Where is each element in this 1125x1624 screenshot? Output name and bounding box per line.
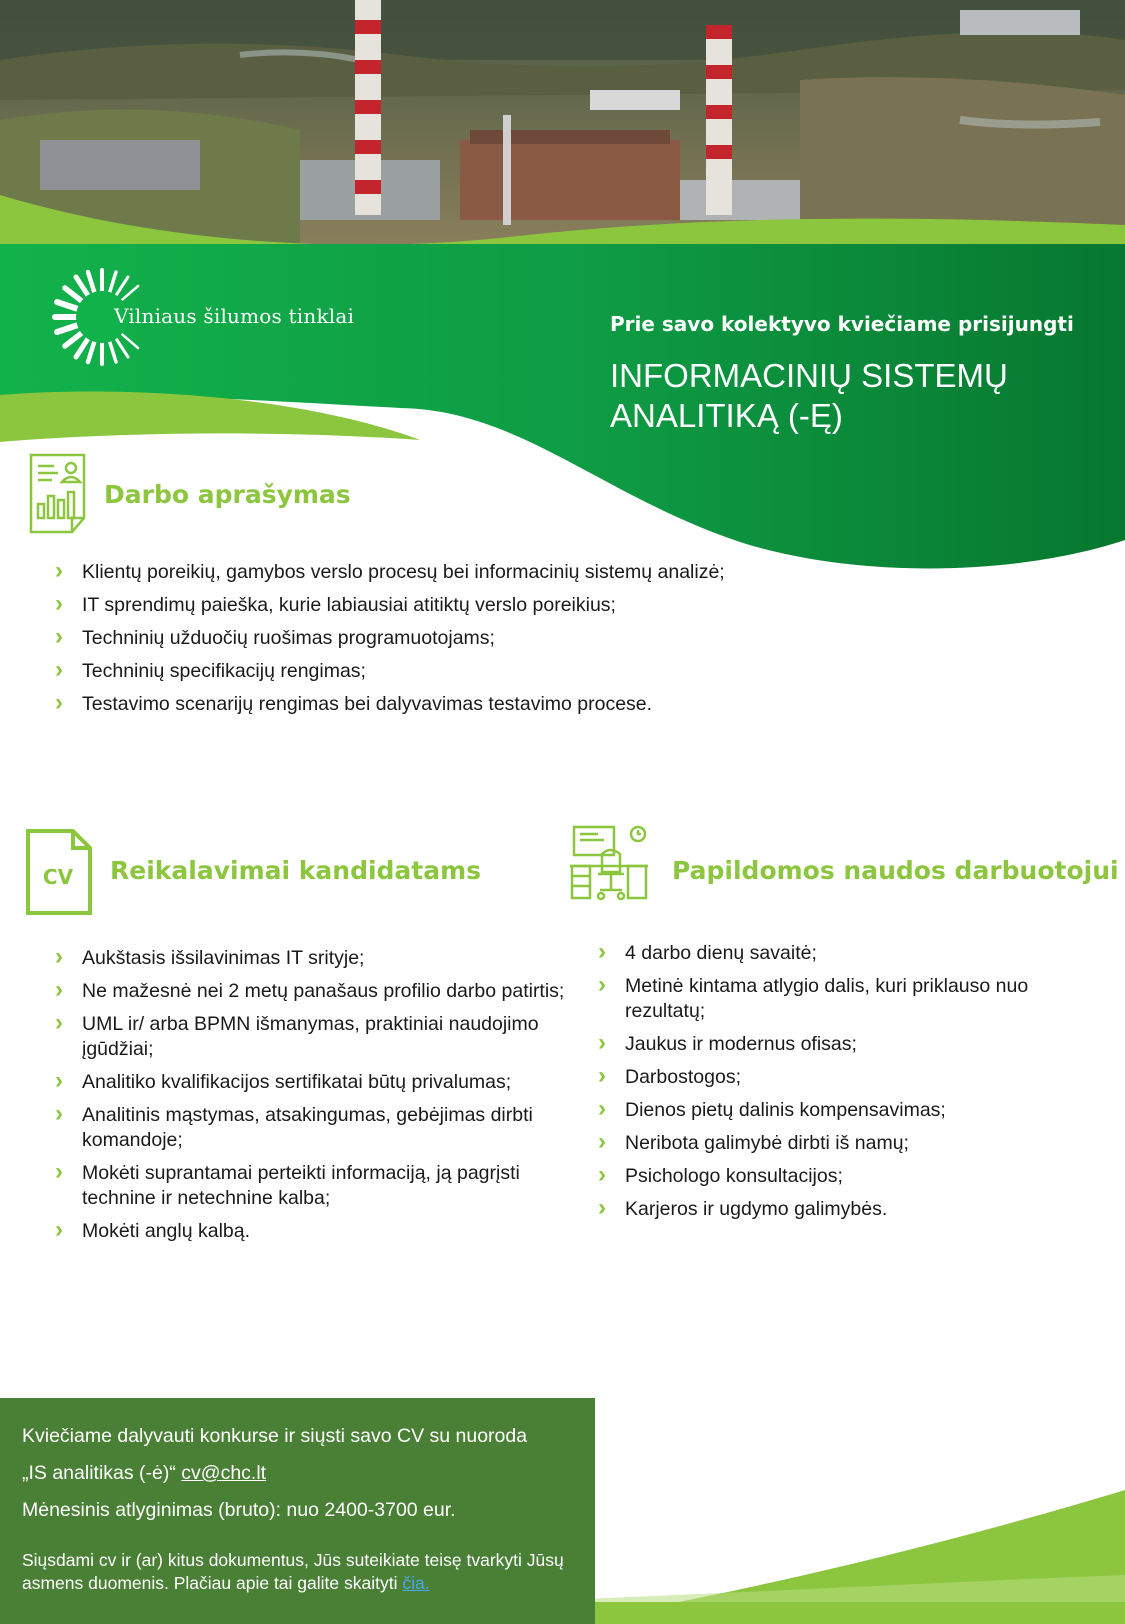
workplace-desk-icon — [568, 824, 650, 904]
list-item: › Aukštasis išsilavinimas IT srityje; — [52, 946, 572, 971]
company-logo[interactable] — [52, 262, 392, 372]
privacy-notice — [22, 1549, 573, 1595]
privacy-link[interactable]: čia. — [402, 1573, 430, 1593]
list-item: › Klientų poreikių, gamybos verslo procesų bei informacinių sistemų analizė; — [52, 560, 812, 585]
list-item: › Neribota galimybė dirbti iš namų; — [595, 1131, 1075, 1156]
duties-list — [52, 560, 812, 725]
list-item: › Ne mažesnė nei 2 metų panašaus profilio darbo patirtis; — [52, 979, 572, 1004]
requirements-list — [52, 946, 572, 1252]
apply-instruction: Kviečiame dalyvauti konkurse ir siųsti savo CV su nuoroda — [22, 1425, 528, 1447]
list-item: › Analitiko kvalifikacijos sertifikatai būtų privalumas; — [52, 1070, 572, 1095]
application-info-box — [0, 1398, 595, 1624]
cv-document-icon — [25, 828, 93, 916]
duties-heading: Darbo aprašymas — [104, 480, 351, 509]
cv-icon-text: CV — [42, 865, 74, 889]
position-title-line1: INFORMACINIŲ SISTEMŲ — [610, 357, 1008, 394]
email-link[interactable]: cv@chc.lt — [181, 1462, 267, 1484]
list-item: › Techninių specifikacijų rengimas; — [52, 659, 812, 684]
salary-text: Mėnesinis atlyginimas (bruto): nuo 2400-3700 eur. — [22, 1499, 456, 1521]
list-item: › Jaukus ir modernus ofisas; — [595, 1032, 1075, 1057]
list-item: › Psichologo konsultacijos; — [595, 1164, 1075, 1189]
list-item: › Mokėti suprantamai perteikti informaciją, ją pagrįsti technine ir netechnine kalba; — [52, 1161, 572, 1211]
position-title — [610, 356, 1110, 436]
invite-text: Prie savo kolektyvo kviečiame prisijungti — [610, 312, 1074, 336]
privacy-text: Siųsdami cv ir (ar) kitus dokumentus, Jūs suteikiate teisę tvarkyti Jūsų asmens duomenis. Plačiau apie tai galite skaityti — [22, 1550, 564, 1593]
report-icon — [28, 452, 90, 536]
company-name: Vilniaus šilumos tinklai — [114, 304, 355, 328]
list-item: › Analitinis mąstymas, atsakingumas, gebėjimas dirbti komandoje; — [52, 1103, 572, 1153]
list-item: › Techninių užduočių ruošimas programuotojams; — [52, 626, 812, 651]
list-item: › Testavimo scenarijų rengimas bei dalyvavimas testavimo procese. — [52, 692, 812, 717]
list-item: › Karjeros ir ugdymo galimybės. — [595, 1197, 1075, 1222]
requirements-heading: Reikalavimai kandidatams — [110, 856, 482, 885]
list-item: › Mokėti anglų kalbą. — [52, 1219, 572, 1244]
apply-reference — [22, 1455, 573, 1492]
list-item: › Dienos pietų dalinis kompensavimas; — [595, 1098, 1075, 1123]
list-item: › IT sprendimų paieška, kurie labiausiai atitiktų verslo poreikius; — [52, 593, 812, 618]
list-item: › Darbostogos; — [595, 1065, 1075, 1090]
list-item: › 4 darbo dienų savaitė; — [595, 941, 1075, 966]
position-title-line2: ANALITIKĄ (-Ę) — [610, 397, 843, 434]
list-item: › Metinė kintama atlygio dalis, kuri priklauso nuo rezultatų; — [595, 974, 1075, 1024]
benefits-list — [595, 941, 1075, 1230]
reference-text: „IS analitikas (-ė)“ — [22, 1462, 182, 1484]
benefits-heading: Papildomos naudos darbuotojui — [672, 856, 1119, 885]
list-item: › UML ir/ arba BPMN išmanymas, praktiniai naudojimo įgūdžiai; — [52, 1012, 572, 1062]
